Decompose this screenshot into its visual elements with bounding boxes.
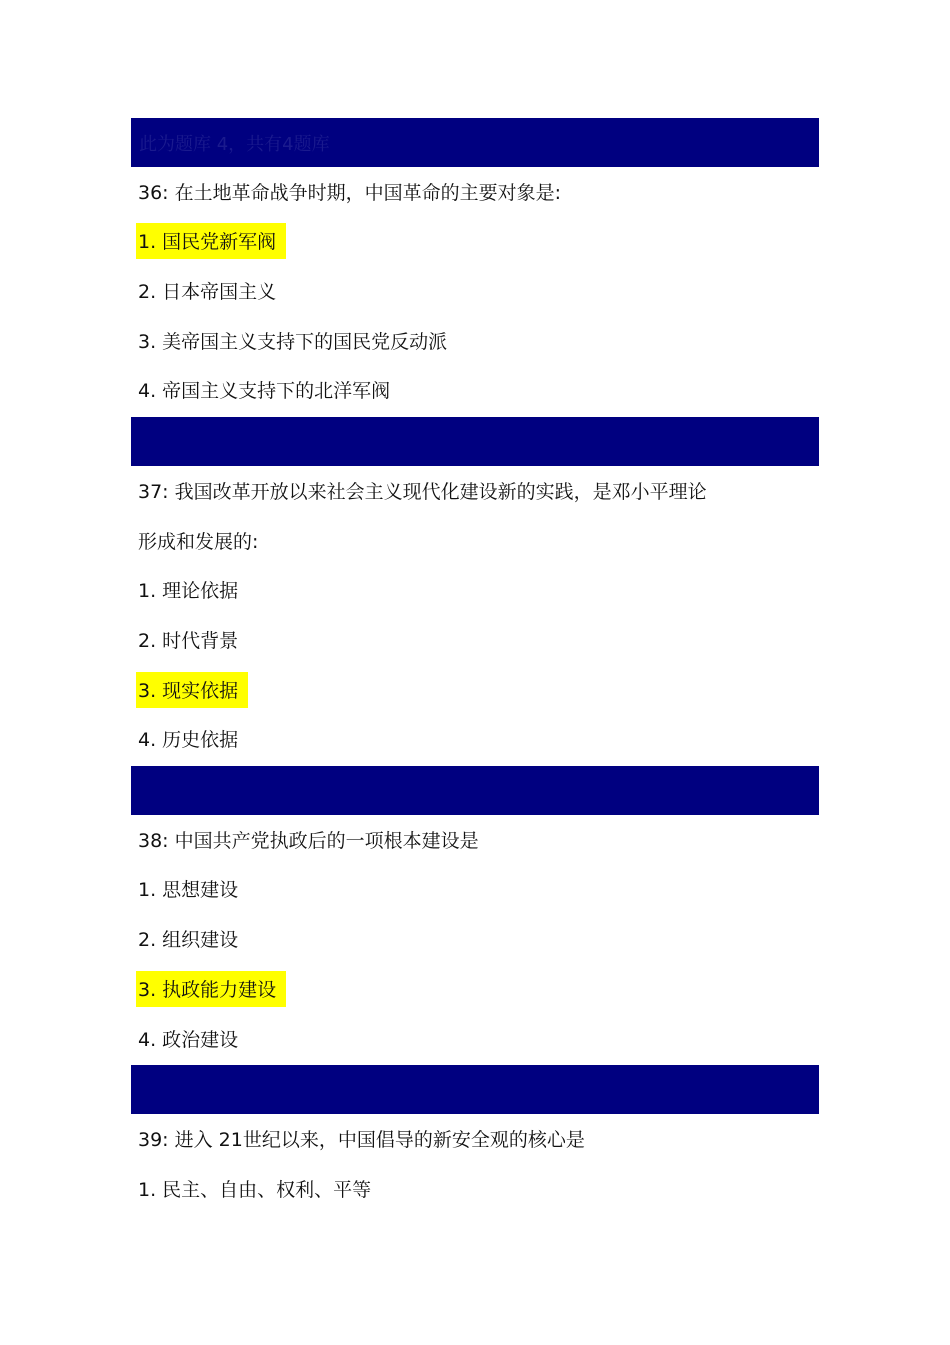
question-38-option-1: 1. 思想建设 <box>138 879 239 901</box>
answer-highlight: 3. 执政能力建设 <box>136 971 286 1007</box>
question-38-option-4: 4. 政治建设 <box>138 1029 239 1051</box>
separator-bar <box>131 766 819 815</box>
separator-bar <box>131 1065 819 1114</box>
question-38-option-2: 2. 组织建设 <box>138 929 239 951</box>
question-36-option-4: 4. 帝国主义支持下的北洋军阀 <box>138 380 391 402</box>
question-39-option-1: 1. 民主、自由、权利、平等 <box>138 1179 372 1201</box>
question-37-option-1: 1. 理论依据 <box>138 580 239 602</box>
question-37-option-3 <box>138 679 248 703</box>
question-36-stem: 36: 在土地革命战争时期，中国革命的主要对象是: <box>138 182 562 204</box>
answer-highlight: 1. 国民党新军阀 <box>136 223 286 259</box>
question-37-option-4: 4. 历史依据 <box>138 729 239 751</box>
separator-bar <box>131 417 819 466</box>
question-38-stem: 38: 中国共产党执政后的一项根本建设是 <box>138 830 479 852</box>
header-text: 此为题库 4，共有4题库 <box>139 134 330 155</box>
question-39-stem: 39: 进入 21世纪以来，中国倡导的新安全观的核心是 <box>138 1129 585 1151</box>
question-37-stem-line1: 37: 我国改革开放以来社会主义现代化建设新的实践，是邓小平理论 <box>138 481 707 503</box>
answer-highlight: 3. 现实依据 <box>136 672 248 708</box>
question-36-option-2: 2. 日本帝国主义 <box>138 281 277 303</box>
question-38-option-3 <box>138 978 286 1002</box>
header-bar <box>131 118 819 167</box>
question-37-option-2: 2. 时代背景 <box>138 630 239 652</box>
question-37-stem-line2: 形成和发展的: <box>138 531 259 553</box>
question-36-option-3: 3. 美帝国主义支持下的国民党反动派 <box>138 331 448 353</box>
question-36-option-1 <box>138 230 286 254</box>
